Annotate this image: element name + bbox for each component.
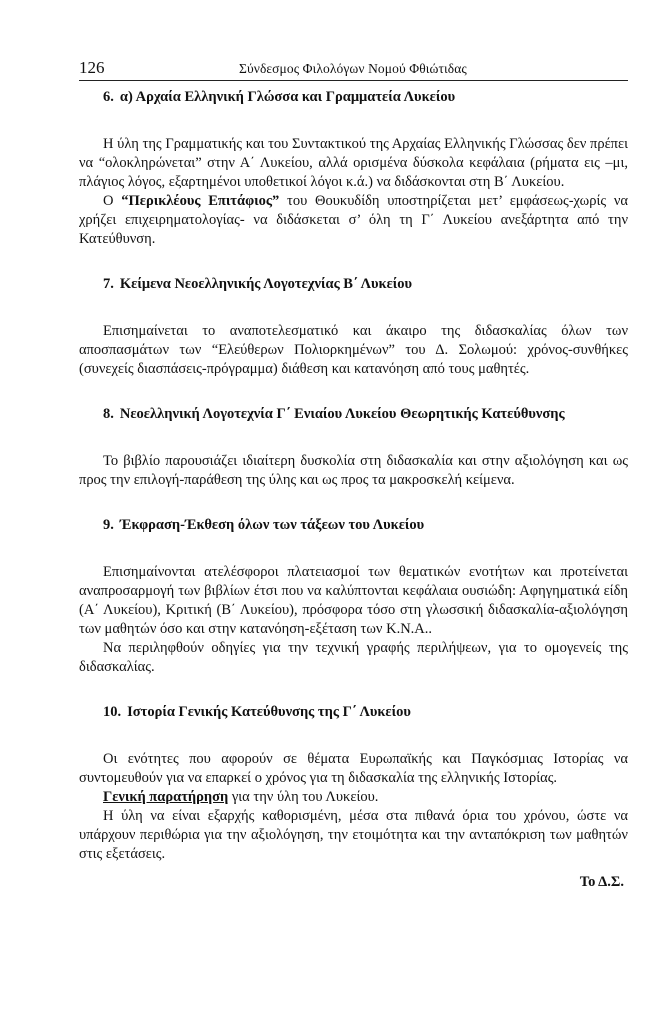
paragraph: Επισημαίνονται ατελέσφοροι πλατειασμοί των θεματικών ενοτήτων και προτείνεται αναπροσαρμογή των βιβλίων έτσι που να καλύπτονται κεφάλαια ουσιώδη: Αφηγηματικά είδη (Α΄ Λυκείου), Κριτική (Β΄ Λυκείου), πρόσφορα τόσο στη γλωσσική διδασκαλία-αξιολόγηση των μαθητών όσο και στην κατανόηση-εξέταση των Κ.Ν.Α.. bbox=[79, 564, 628, 637]
text-run: για την ύλη του Λυκείου. bbox=[228, 789, 379, 805]
signature: Το Δ.Σ. bbox=[579, 874, 624, 890]
section-number: 7. bbox=[103, 276, 114, 292]
section-heading-7 bbox=[79, 275, 628, 294]
section-heading-6 bbox=[79, 88, 628, 107]
work-title: “Περικλέους Επιτάφιος” bbox=[121, 193, 280, 209]
text-run: Ο bbox=[103, 193, 122, 209]
paragraph: Οι ενότητες που αφορούν σε θέματα Ευρωπαϊκής και Παγκόσμιας Ιστορίας να συντομευθούν για να επαρκεί ο χρόνος για τη διδασκαλία της ελληνικής Ιστορίας. bbox=[79, 751, 628, 786]
general-note bbox=[79, 788, 628, 807]
page-header bbox=[79, 58, 628, 81]
section-heading-9 bbox=[79, 516, 628, 535]
note-label: Γενική παρατήρηση bbox=[103, 789, 229, 805]
paragraph: Η ύλη να είναι εξαρχής καθορισμένη, μέσα στα πιθανά όρια του χρόνου, ώστε να υπάρχουν περιθώρια για την αξιολόγηση, την ετοιμότητα και την ανταπόκριση των μαθητών στις εξετάσεις. bbox=[79, 808, 628, 862]
paragraph bbox=[79, 192, 628, 249]
paragraph: Η ύλη της Γραμματικής και του Συντακτικού της Αρχαίας Ελληνικής Γλώσσας δεν πρέπει να “ολοκληρώνεται” στην Α΄ Λυκείου, αλλά ορισμένα δύσκολα κεφάλαια (ρήματα εις –μι, πλάγιος λόγος, εξαρτημένοι υποθετικοί λόγοι κ.ά.) να διδάσκονται στη Β΄ Λυκείου. bbox=[79, 136, 628, 190]
section-title: Κείμενα Νεοελληνικής Λογοτεχνίας Β΄ Λυκείου bbox=[119, 276, 413, 292]
paragraph: Να περιληφθούν οδηγίες για την τεχνική γραφής περιλήψεων, για το ομογενείς της διδασκαλίας. bbox=[79, 640, 628, 675]
paragraph: Επισημαίνεται το αναποτελεσματικό και άκαιρο της διδασκαλίας όλων των αποσπασμάτων των “Ελεύθερων Πολιορκημένων” του Δ. Σολωμού: χρόνος-συνθήκες (συνεχείς διασπάσεις-πρόγραμμα) διάθεση και κατανόηση από τους μαθητές. bbox=[79, 323, 628, 377]
section-heading-8 bbox=[79, 405, 628, 424]
section-heading-10 bbox=[79, 703, 628, 722]
section-number: 6. bbox=[103, 89, 114, 105]
section-title: Έκφραση-Έκθεση όλων των τάξεων του Λυκείου bbox=[119, 517, 425, 533]
running-head: Σύνδεσμος Φιλολόγων Νομού Φθιώτιδας bbox=[239, 61, 467, 76]
section-title: α) Αρχαία Ελληνική Γλώσσα και Γραμματεία Λυκείου bbox=[119, 89, 456, 105]
section-number: 8. bbox=[103, 406, 114, 422]
paragraph: Το βιβλίο παρουσιάζει ιδιαίτερη δυσκολία στη διδασκαλία και στην αξιολόγηση και ως προς την επιλογή-παράθεση της ύλης και ως προς τα μακροσκελή κείμενα. bbox=[79, 453, 628, 488]
text-run: του Θουκυδίδη υποστηρίζεται μετ’ εμφάσεως-χωρίς να χρήζει επιχειρηματολογίας- να διδάσκεται σ’ όλη τη Γ΄ Λυκείου ανεξάρτητα από την Κατεύθυνση. bbox=[79, 193, 628, 247]
section-title: Νεοελληνική Λογοτεχνία Γ΄ Ενιαίου Λυκείου Θεωρητικής Κατεύθυνσης bbox=[119, 406, 565, 422]
page-body bbox=[79, 88, 628, 907]
section-title: Ιστορία Γενικής Κατεύθυνσης της Γ΄ Λυκείου bbox=[127, 704, 411, 720]
section-number: 9. bbox=[103, 517, 114, 533]
section-number: 10. bbox=[103, 704, 122, 720]
page-number: 126 bbox=[79, 58, 105, 77]
